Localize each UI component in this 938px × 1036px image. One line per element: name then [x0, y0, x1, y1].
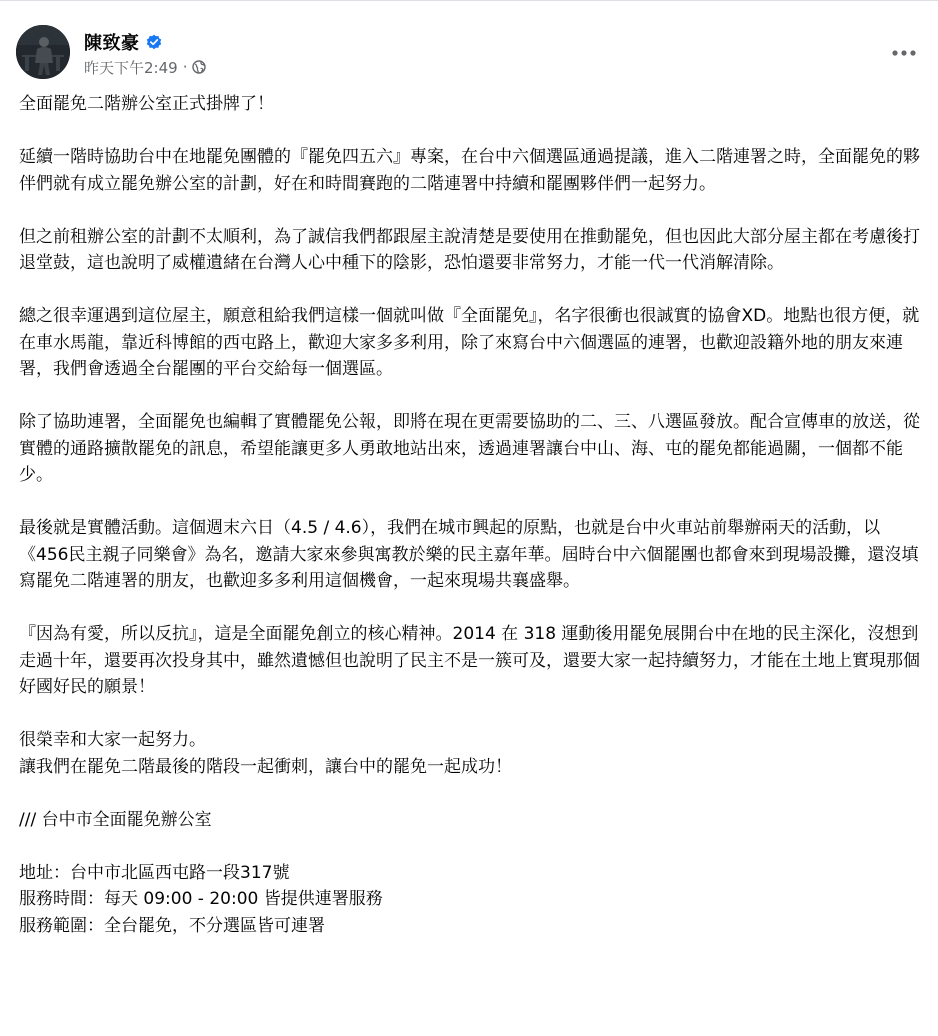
post-line: 最後就是實體活動。這個週末六日（4.5 / 4.6），我們在城市興起的原點，也就是台中火車站前舉辦兩天的活動，以《456民主親子同樂會》為名，邀請大家來參與寓教於樂的民主嘉年華。屆時台中六個罷團也都會來到現場設攤，還沒填寫罷免二階連署的朋友，也歡迎多多利用這個機會，一起來現場共襄盛舉。	[19, 518, 919, 591]
more-options-icon	[891, 49, 917, 57]
post-line: 服務範圍：全台罷免，不分選區皆可連署	[19, 915, 325, 936]
post-paragraph	[19, 727, 921, 780]
post-paragraph	[19, 860, 921, 940]
post-line: 除了協助連署，全面罷免也編輯了實體罷免公報，即將在現在更需要協助的二、三、八選區發放。配合宣傳車的放送，從實體的通路擴散罷免的訊息，希望能讓更多人勇敢地站出來，透過連署讓台中山、海、屯的罷免都能過關，一個都不能少。	[19, 412, 920, 485]
post-paragraph	[19, 91, 921, 118]
post-paragraph	[19, 303, 921, 383]
post-line: 『因為有愛，所以反抗』，這是全面罷免創立的核心精神。2014 在 318 運動後用罷免展開台中在地的民主深化，沒想到走過十年，還要再次投身其中，雖然遺憾但也說明了民主不是一簇可及，還要大家一起持續努力，才能在土地上實現那個好國好民的願景！	[19, 624, 920, 697]
post-line: 服務時間：每天 09:00 - 20:00 皆提供連署服務	[19, 889, 383, 909]
post-paragraph	[19, 621, 921, 701]
post-timestamp[interactable]: 昨天下午2:49	[84, 58, 178, 77]
author-row	[84, 29, 162, 55]
post-body	[19, 91, 921, 939]
more-options-button[interactable]	[886, 35, 922, 71]
post-line: 地址：台中市北區西屯路一段317號	[19, 862, 290, 883]
post-line: 總之很幸運遇到這位屋主，願意租給我們這樣一個就叫做『全面罷免』，名字很衝也很誠實的協會XD。地點也很方便，就在車水馬龍，靠近科博館的西屯路上，歡迎大家多多利用，除了來寫台中六個選區的連署，也歡迎設籍外地的朋友來連署，我們會透過全台罷團的平台交給每一個選區。	[19, 306, 920, 379]
post-paragraph	[19, 224, 921, 277]
post-line: 但之前租辦公室的計劃不太順利，為了誠信我們都跟屋主說清楚是要使用在推動罷免，但也因此大部分屋主都在考慮後打退堂鼓，這也說明了威權遺緒在台灣人心中種下的陰影，恐怕還要非常努力，才能一代一代消解清除。	[19, 226, 920, 273]
post-header	[16, 25, 922, 81]
post-line: 讓我們在罷免二階最後的階段一起衝刺，讓台中的罷免一起成功！	[19, 756, 512, 777]
post-line: 很榮幸和大家一起努力。	[19, 730, 206, 750]
post-paragraph	[19, 807, 921, 834]
post-paragraph	[19, 409, 921, 489]
meta-separator: ·	[182, 58, 188, 76]
verified-badge-icon	[146, 34, 162, 50]
author-name[interactable]: 陳致豪	[84, 33, 140, 54]
post-line: 全面罷免二階辦公室正式掛牌了！	[19, 94, 274, 114]
avatar-image	[16, 25, 70, 79]
globe-icon[interactable]	[192, 60, 206, 74]
post-meta	[84, 57, 206, 77]
post-line: /// 台中市全面罷免辦公室	[19, 809, 212, 830]
post-paragraph	[19, 515, 921, 595]
avatar[interactable]	[16, 25, 70, 79]
post-line: 延續一階時協助台中在地罷免團體的『罷免四五六』專案，在台中六個選區通過提議，進入二階連署之時，全面罷免的夥伴們就有成立罷免辦公室的計劃，好在和時間賽跑的二階連署中持續和罷團夥伴們一起努力。	[19, 147, 920, 194]
post-paragraph	[19, 144, 921, 197]
